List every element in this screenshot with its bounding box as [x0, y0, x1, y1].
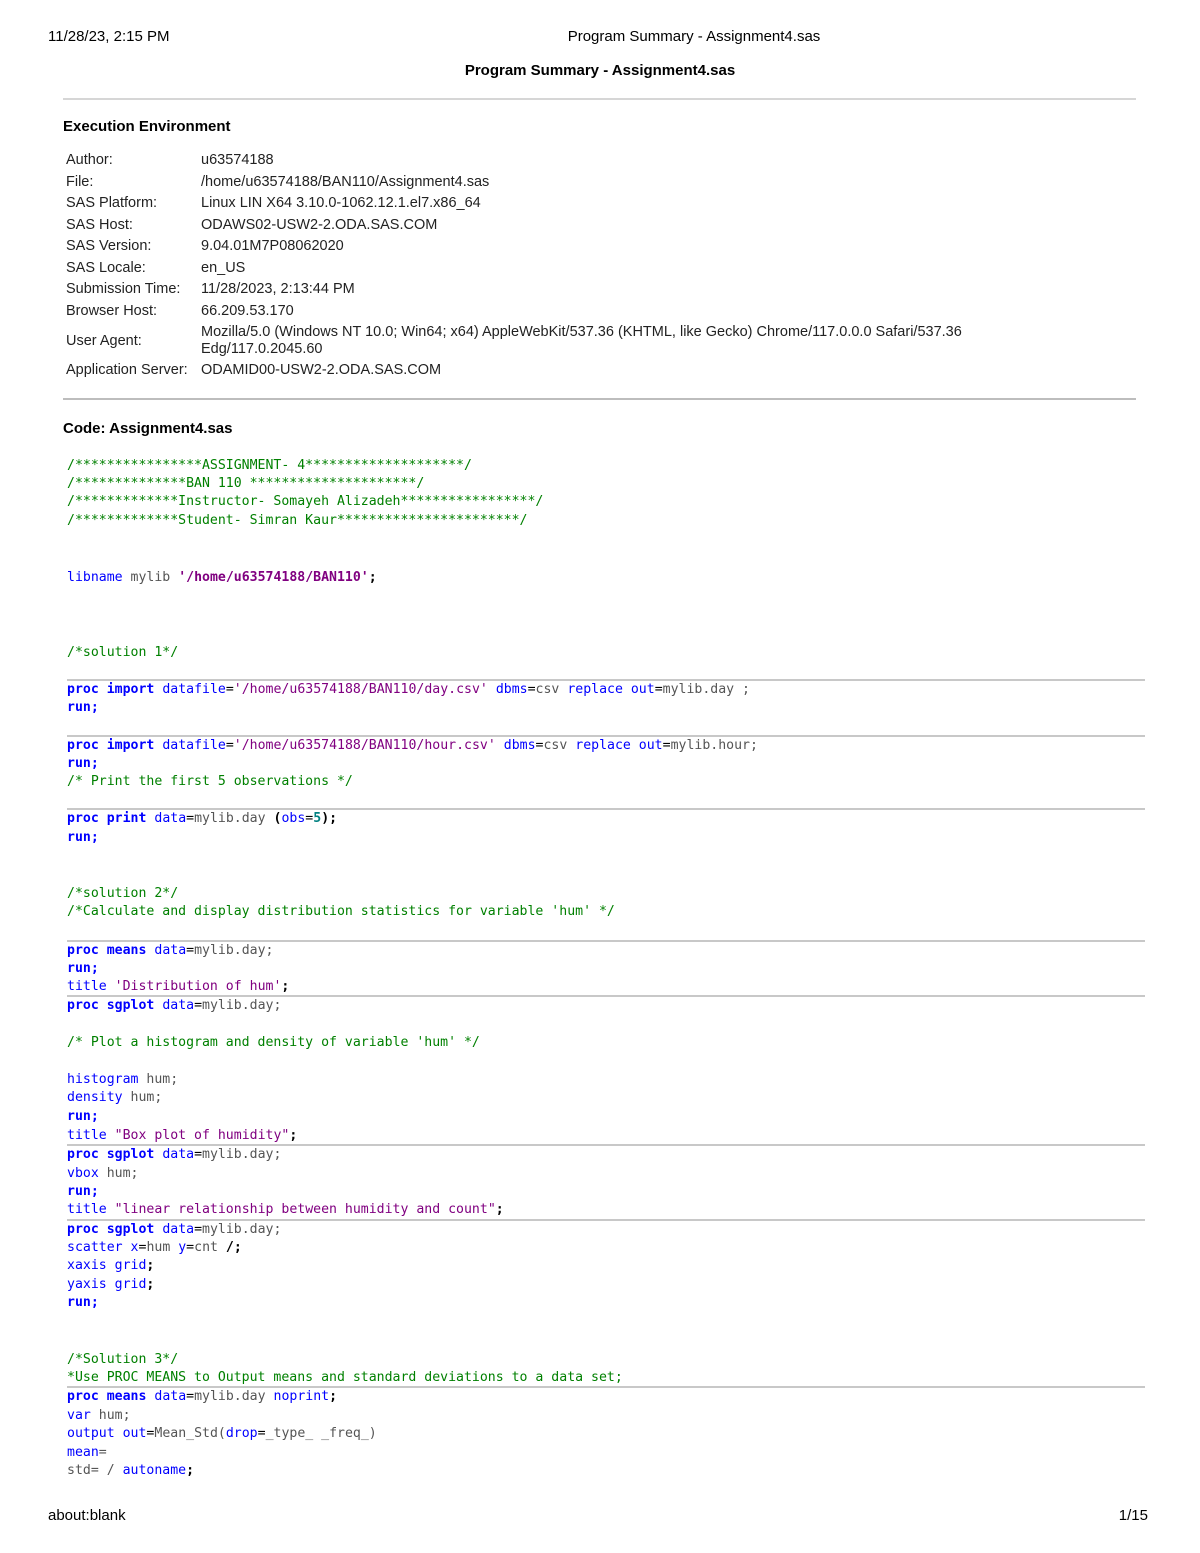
code-line-scatter: scatter x=hum y=cnt /;	[67, 1240, 242, 1255]
env-label: Application Server:	[66, 362, 188, 379]
value: mylib.day ;	[662, 682, 750, 697]
libref: mylib	[130, 570, 171, 585]
code-line-title	[67, 1201, 504, 1219]
env-value: 66.209.53.170	[201, 302, 294, 319]
code-line-xaxis	[67, 1257, 154, 1275]
comment-line: *Use PROC MEANS to Output means and standard deviations to a data set;	[67, 1370, 623, 1385]
keyword: import	[106, 682, 155, 697]
punct: ;	[495, 1202, 504, 1217]
code-line-proc-means: proc means data=mylib.day;	[67, 943, 274, 958]
code-line-std	[67, 1462, 194, 1480]
env-row	[62, 360, 1035, 382]
env-row	[62, 215, 1035, 237]
keyword: means	[106, 1389, 147, 1404]
option: replace	[575, 738, 631, 753]
option: data	[162, 1147, 195, 1162]
value: mylib.day	[194, 811, 266, 826]
env-row	[62, 150, 1035, 172]
code-heading: Code: Assignment4.sas	[63, 420, 233, 437]
run-statement: run;	[67, 1109, 99, 1124]
string: "Box plot of humidity"	[114, 1128, 290, 1143]
keyword: print	[106, 811, 147, 826]
value: =	[98, 1445, 107, 1460]
punct: /;	[225, 1240, 242, 1255]
env-row	[62, 172, 1035, 194]
code-line-proc-print: proc print data=mylib.day (obs=5);	[67, 811, 338, 826]
comment-line: /*************Instructor- Somayeh Alizadeh*****************/	[67, 494, 544, 509]
keyword: var	[67, 1408, 91, 1423]
value: hum	[146, 1240, 171, 1255]
string: "linear relationship between humidity and count"	[114, 1202, 496, 1217]
keyword: proc	[67, 1389, 99, 1404]
keyword: vbox	[67, 1166, 99, 1181]
keyword: proc	[67, 998, 99, 1013]
punct: ;	[368, 570, 377, 585]
option: replace	[567, 682, 623, 697]
punct: ;	[146, 1277, 155, 1292]
env-row	[62, 193, 1035, 215]
env-row	[62, 322, 1035, 360]
comment-line: /*solution 2*/	[67, 886, 179, 901]
code-line-proc-sgplot: proc sgplot data=mylib.day;	[67, 1222, 282, 1237]
env-label: User Agent:	[66, 332, 142, 349]
option: out	[630, 682, 655, 697]
keyword: title	[67, 979, 107, 994]
keyword: proc	[67, 738, 99, 753]
string: '/home/u63574188/BAN110/hour.csv'	[233, 738, 496, 753]
code-line-libname	[67, 569, 377, 587]
comment-line: /* Plot a histogram and density of variable 'hum' */	[67, 1035, 480, 1050]
option: data	[154, 1389, 187, 1404]
run-statement: run;	[67, 756, 99, 771]
env-label: Submission Time:	[66, 281, 181, 298]
keyword: proc	[67, 943, 99, 958]
env-value: Linux LIN X64 3.10.0-1062.12.1.el7.x86_64	[201, 195, 481, 212]
code-line-import-day: proc import datafile='/home/u63574188/BAN110/day.csv' dbms=csv replace out=mylib.day ;	[67, 682, 750, 697]
comment-line: /****************ASSIGNMENT- 4********************/	[67, 458, 472, 473]
keyword: scatter	[67, 1240, 123, 1255]
option: y	[178, 1240, 187, 1255]
env-row	[62, 279, 1035, 301]
keyword: proc	[67, 682, 99, 697]
value: hum;	[98, 1408, 131, 1423]
punct: ;	[186, 1463, 195, 1478]
value: mylib.day;	[202, 998, 282, 1013]
value: Mean_Std(	[154, 1426, 226, 1441]
keyword: mean	[67, 1445, 99, 1460]
value: mylib.hour;	[670, 738, 758, 753]
string: '/home/u63574188/BAN110/day.csv'	[233, 682, 488, 697]
keyword: proc	[67, 1222, 99, 1237]
env-label: Browser Host:	[66, 302, 158, 319]
code-line-proc-means-noprint: proc means data=mylib.day noprint;	[67, 1389, 338, 1404]
option: out	[638, 738, 663, 753]
comment-line: /*Calculate and display distribution statistics for variable 'hum' */	[67, 904, 615, 919]
code-line-vbox	[67, 1165, 138, 1183]
value: _type_ _freq_)	[265, 1426, 377, 1441]
print-url: about:blank	[48, 1507, 126, 1524]
option: autoname	[122, 1463, 187, 1478]
code-line-density	[67, 1089, 162, 1107]
punct: ;	[281, 979, 290, 994]
keyword: sgplot	[106, 998, 155, 1013]
env-value: u63574188	[201, 152, 274, 169]
value: mylib.day;	[202, 1147, 282, 1162]
env-row	[62, 301, 1035, 323]
env-label: SAS Host:	[66, 216, 133, 233]
option: dbms	[495, 682, 528, 697]
keyword: import	[106, 738, 155, 753]
env-value: ODAWS02-USW2-2.ODA.SAS.COM	[201, 216, 438, 233]
code-line-title	[67, 978, 289, 996]
keyword: yaxis	[67, 1277, 107, 1292]
keyword: histogram	[67, 1072, 139, 1087]
env-value: ODAMID00-USW2-2.ODA.SAS.COM	[201, 362, 442, 379]
option: datafile	[162, 682, 226, 697]
env-label: File:	[66, 173, 94, 190]
env-value: 11/28/2023, 2:13:44 PM	[201, 281, 355, 298]
code-line-import-hour: proc import datafile='/home/u63574188/BAN110/hour.csv' dbms=csv replace out=mylib.hour;	[67, 738, 758, 753]
code-line-proc-sgplot: proc sgplot data=mylib.day;	[67, 998, 282, 1013]
execution-environment-heading: Execution Environment	[63, 118, 231, 135]
divider	[63, 98, 1136, 100]
env-value: Mozilla/5.0 (Windows NT 10.0; Win64; x64) AppleWebKit/537.36 (KHTML, like Gecko) Chrome/117.0.0.0 Safari/537.36 Edg/117.0.2045.60	[201, 324, 962, 357]
run-statement: run;	[67, 700, 99, 715]
value: csv	[543, 738, 568, 753]
run-statement: run;	[67, 961, 99, 976]
punct: ;	[289, 1128, 298, 1143]
option: dbms	[503, 738, 536, 753]
code-line-var	[67, 1407, 131, 1425]
value: cnt	[194, 1240, 218, 1255]
comment-line: /**************BAN 110 *********************/	[67, 476, 425, 491]
print-page-title: Program Summary - Assignment4.sas	[567, 28, 821, 45]
option: datafile	[162, 738, 226, 753]
env-value: /home/u63574188/BAN110/Assignment4.sas	[201, 173, 490, 190]
value: mylib.day;	[194, 943, 274, 958]
document-title: Program Summary - Assignment4.sas	[464, 62, 736, 79]
divider	[63, 398, 1136, 400]
punct: ;	[329, 1389, 338, 1404]
keyword: means	[106, 943, 147, 958]
env-value: en_US	[201, 259, 246, 276]
string: '/home/u63574188/BAN110'	[178, 570, 369, 585]
run-statement: run;	[67, 830, 99, 845]
option: grid	[114, 1277, 147, 1292]
option: grid	[114, 1258, 147, 1273]
code-line-histogram	[67, 1071, 178, 1089]
keyword: proc	[67, 811, 99, 826]
keyword: title	[67, 1128, 107, 1143]
keyword: libname	[67, 570, 123, 585]
code-line-output: output out=Mean_Std(drop=_type_ _freq_)	[67, 1426, 377, 1441]
env-label: SAS Platform:	[66, 195, 158, 212]
option: data	[154, 811, 187, 826]
option: noprint	[273, 1389, 330, 1404]
env-row	[62, 258, 1035, 280]
env-row	[62, 236, 1035, 258]
keyword: sgplot	[106, 1222, 155, 1237]
run-statement: run;	[67, 1184, 99, 1199]
value: hum;	[146, 1072, 179, 1087]
comment-line: /*Solution 3*/	[67, 1352, 179, 1367]
punct: ;	[146, 1258, 155, 1273]
comment-line: /* Print the first 5 observations */	[67, 774, 353, 789]
comment-line: /*************Student- Simran Kaur***********************/	[67, 513, 528, 528]
comment-line: /*solution 1*/	[67, 645, 179, 660]
option: out	[122, 1426, 147, 1441]
keyword: density	[67, 1090, 123, 1105]
print-datetime: 11/28/23, 2:15 PM	[48, 28, 170, 45]
code-line-proc-sgplot: proc sgplot data=mylib.day;	[67, 1147, 282, 1162]
keyword: xaxis	[67, 1258, 107, 1273]
code-line-yaxis	[67, 1276, 154, 1294]
env-label: SAS Locale:	[66, 259, 146, 276]
option: obs	[281, 811, 306, 826]
punct: );	[321, 811, 338, 826]
value: mylib.day;	[202, 1222, 282, 1237]
string: 'Distribution of hum'	[114, 979, 282, 994]
code-line-title	[67, 1127, 297, 1145]
value: csv	[535, 682, 560, 697]
value: hum;	[106, 1166, 139, 1181]
keyword: sgplot	[106, 1147, 155, 1162]
run-statement: run;	[67, 1295, 99, 1310]
env-value: 9.04.01M7P08062020	[201, 238, 344, 255]
env-label: SAS Version:	[66, 238, 152, 255]
option: drop	[225, 1426, 258, 1441]
punct: (	[273, 811, 282, 826]
code-line-mean	[67, 1444, 107, 1462]
option: x	[130, 1240, 139, 1255]
value: mylib.day	[194, 1389, 266, 1404]
value: hum;	[130, 1090, 163, 1105]
keyword: title	[67, 1202, 107, 1217]
keyword: output	[67, 1426, 115, 1441]
page-number: 1/15	[1118, 1507, 1148, 1524]
option: data	[162, 998, 195, 1013]
option: data	[154, 943, 187, 958]
number: 5	[313, 811, 322, 826]
execution-environment-table	[62, 150, 1035, 382]
value: std= /	[67, 1463, 115, 1478]
env-label: Author:	[66, 152, 113, 169]
keyword: proc	[67, 1147, 99, 1162]
option: data	[162, 1222, 195, 1237]
